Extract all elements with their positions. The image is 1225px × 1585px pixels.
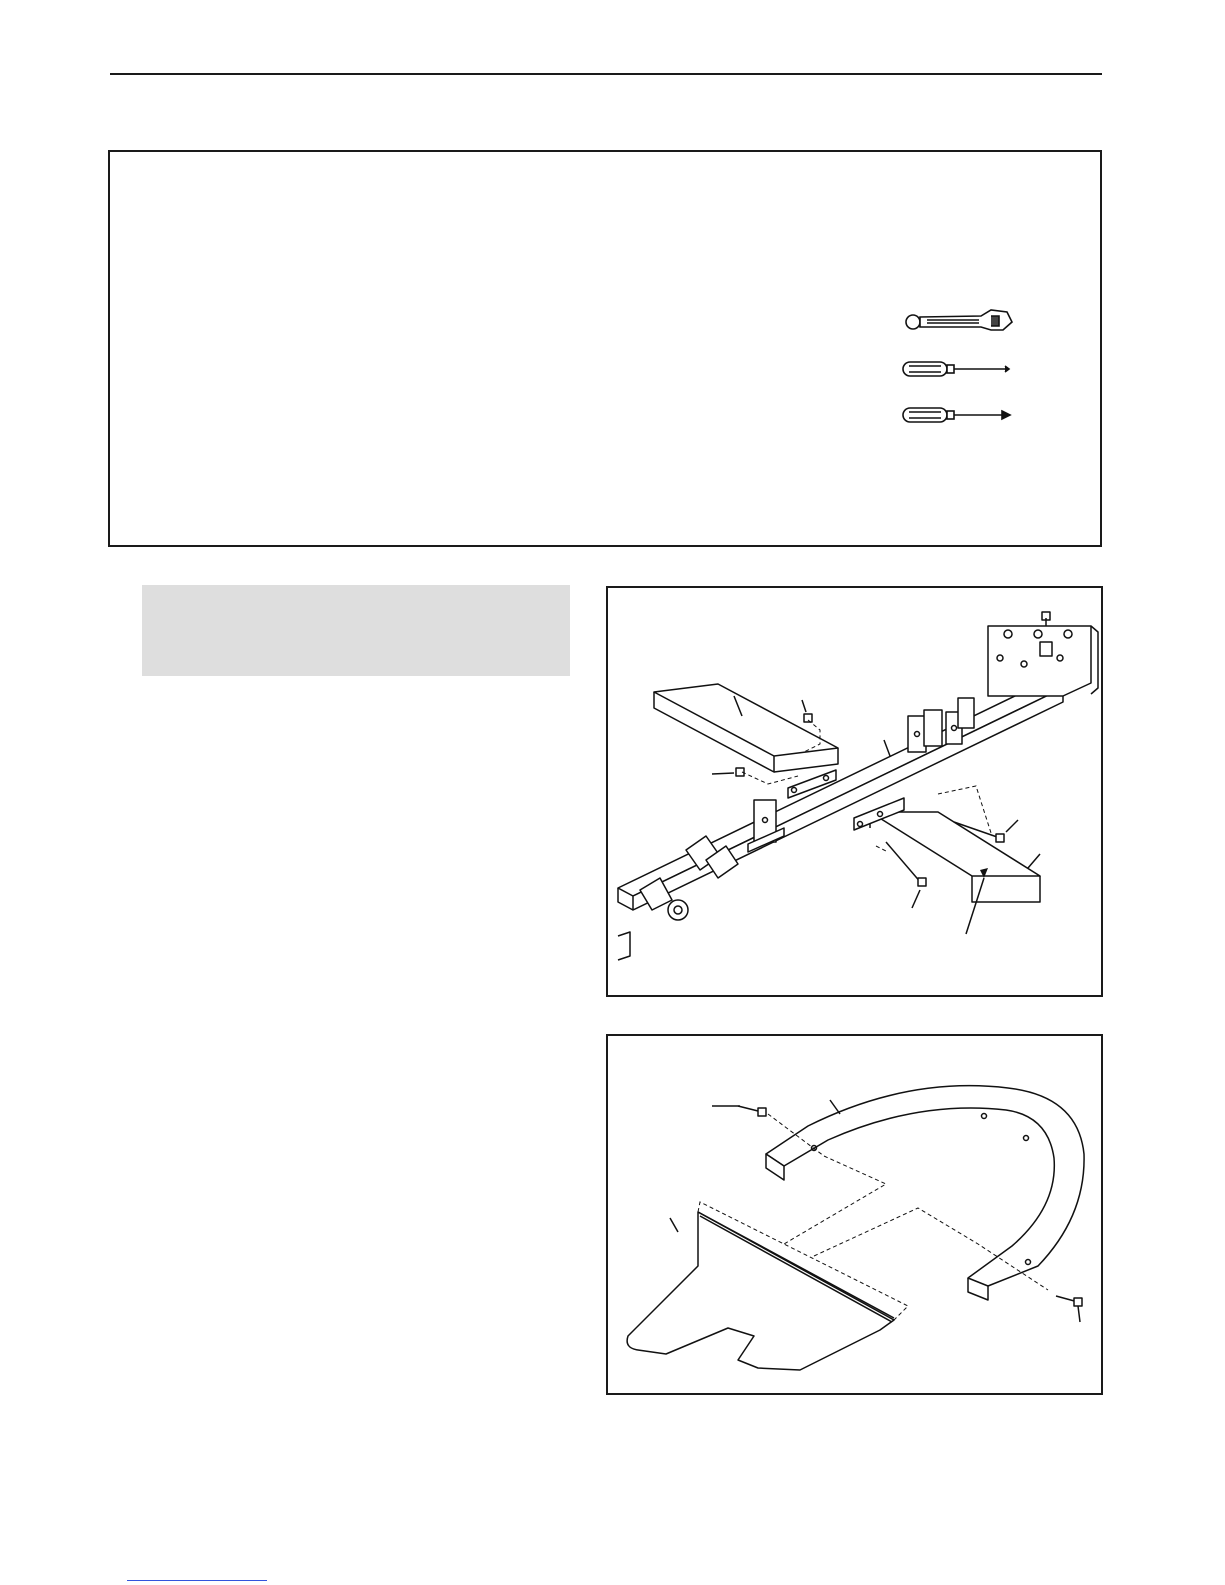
frame-assembly-drawing	[608, 588, 1103, 997]
tools-illustration	[895, 300, 1020, 440]
phillips-screwdriver-icon	[903, 408, 1010, 422]
adjustable-wrench-icon	[906, 310, 1012, 330]
flat-screwdriver-icon	[903, 362, 1009, 376]
assembly-figure-2	[606, 1034, 1103, 1395]
footer-link-underline[interactable]	[127, 1580, 267, 1581]
top-rule	[110, 73, 1102, 75]
handrail-assembly-drawing	[608, 1036, 1103, 1395]
assembly-figure-1	[606, 586, 1103, 997]
step-note-box	[142, 585, 570, 676]
